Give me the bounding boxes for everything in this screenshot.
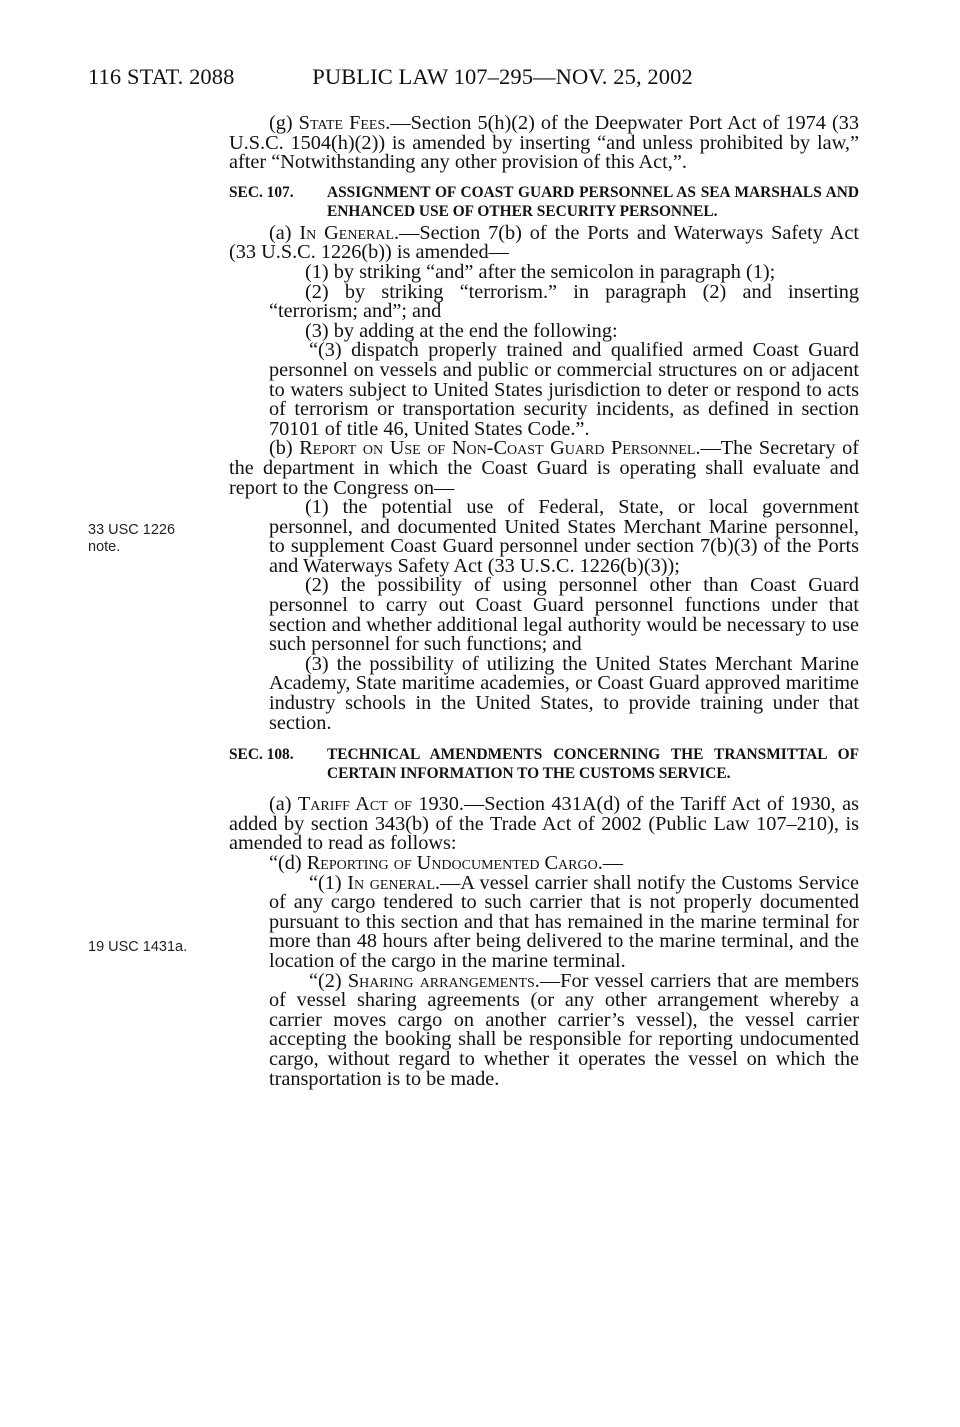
page-header bbox=[88, 64, 693, 90]
paragraph-dash: — bbox=[602, 852, 624, 874]
paragraph-label: (a) bbox=[269, 793, 298, 816]
paragraph-label: “(1) bbox=[309, 871, 348, 894]
paragraph-107-a1: (1) by striking “and” after the semicolon in paragraph (1); bbox=[305, 260, 776, 283]
public-law-title: PUBLIC LAW 107–295—NOV. 25, 2002 bbox=[312, 64, 693, 89]
paragraph-107-a bbox=[229, 221, 859, 264]
margin-note-usc-1226 bbox=[88, 522, 175, 556]
quoted-paragraph-d1 bbox=[229, 871, 859, 972]
section-heading-107 bbox=[229, 183, 859, 221]
paragraph-heading: In General. bbox=[299, 221, 400, 244]
paragraph-label: “(d) bbox=[269, 852, 307, 874]
margin-note-line: 33 USC 1226 bbox=[88, 522, 176, 538]
paragraph-107-a3: (3) by adding at the end the following: bbox=[305, 319, 618, 342]
paragraph-heading: Sharing arrangements. bbox=[347, 969, 540, 992]
section-number: SEC. 107. bbox=[229, 183, 294, 201]
section-title: ASSIGNMENT OF COAST GUARD PERSONNEL AS SEA MARSHALS AND ENHANCED USE OF OTHER SECURITY PERSONNEL. bbox=[327, 183, 859, 220]
section-number: SEC. 108. bbox=[229, 746, 294, 764]
paragraph-heading: Tariff Act of 1930. bbox=[297, 793, 464, 816]
paragraph-107-b bbox=[229, 439, 859, 498]
margin-note-line: note. bbox=[88, 539, 121, 555]
quoted-paragraph-d2 bbox=[229, 969, 859, 1090]
paragraph-107-b2: (2) the possibility of using personnel other than Coast Guard personnel to carry out Coast Guard personnel functions under that section and whether additional legal authority would be necessary to use such personnel for such functions; and bbox=[269, 574, 859, 656]
paragraph-text: —A vessel carrier shall notify the Customs Service of any cargo tendered to such carrier that is not properly documented pursuant to this section and that has remained in the marine terminal for more than 48 hours after being delivered to the marine terminal, and the location of the cargo in the marine terminal. bbox=[269, 871, 859, 972]
paragraph-107-b3: (3) the possibility of utilizing the United States Merchant Marine Academy, State maritime academies, or Coast Guard approved maritime industry schools in the United States, to provide training under that section. bbox=[269, 652, 859, 734]
section-title: TECHNICAL AMENDMENTS CONCERNING THE TRANSMITTAL OF CERTAIN INFORMATION TO THE CUSTOMS SERVICE. bbox=[327, 746, 859, 783]
paragraph-label: (b) bbox=[269, 437, 300, 460]
paragraph-heading: State Fees. bbox=[298, 112, 391, 134]
paragraph-text: —Section 7(b) of the Ports and Waterways Safety Act (33 U.S.C. 1226(b)) is amended— bbox=[229, 221, 859, 264]
paragraph-107-a2: (2) by striking “terrorism.” in paragraph (2) and inserting “terrorism; and”; and bbox=[269, 280, 859, 323]
paragraph-text: —Section 5(h)(2) of the Deepwater Port Act of 1974 (33 U.S.C. 1504(h)(2)) is amended by inserting “and unless prohibited by law,” after “Notwithstanding any other provision of this Act,”. bbox=[229, 112, 860, 174]
paragraph-text: —The Secretary of the department in which the Coast Guard is operating shall evaluate and report to the Congress on— bbox=[229, 437, 860, 499]
paragraph-heading: Reporting of Undocumented Cargo. bbox=[306, 852, 603, 874]
document-body bbox=[229, 114, 859, 1089]
paragraph-label: “(2) bbox=[309, 969, 348, 992]
paragraph-label: (g) bbox=[269, 112, 299, 134]
section-heading-108 bbox=[229, 745, 859, 783]
paragraph-label: (a) bbox=[269, 221, 300, 244]
paragraph-g bbox=[229, 114, 859, 173]
paragraph-text: —Section 431A(d) of the Tariff Act of 1930, as added by section 343(b) of the Trade Act of 2002 (Public Law 107–210), is amended to read as follows: bbox=[229, 793, 859, 855]
quoted-paragraph-3: “(3) dispatch properly trained and qualified armed Coast Guard personnel on vessels and public or commercial structures on or adjacent to waters subject to United States jurisdiction to deter or respond to acts of terrorism or transportation security incidents, as defined in section 70101 of title 46, United States Code.”. bbox=[269, 339, 859, 440]
paragraph-heading: In general. bbox=[347, 871, 441, 894]
margin-note-usc-1431a: 19 USC 1431a. bbox=[88, 939, 188, 955]
paragraph-heading: Report on Use of Non-Coast Guard Personnel. bbox=[299, 437, 701, 460]
paragraph-107-b1: (1) the potential use of Federal, State, or local government personnel, and documented United States Merchant Marine personnel, to supplement Coast Guard personnel under section 7(b)(3) of the Ports and Waterways Safety Act (33 U.S.C. 1226(b)(3)); bbox=[269, 496, 859, 577]
statute-page-number: 116 STAT. 2088 bbox=[88, 64, 235, 89]
paragraph-text: —For vessel carriers that are members of vessel sharing agreements (or any other arrangement whereby a carrier moves cargo on another carrier’s vessel), the vessel carrier accepting the booking shall be responsible for reporting undocumented cargo, without regard to whether it operates the vessel on which the transportation is to be made. bbox=[269, 969, 859, 1090]
paragraph-108-a bbox=[229, 795, 859, 854]
